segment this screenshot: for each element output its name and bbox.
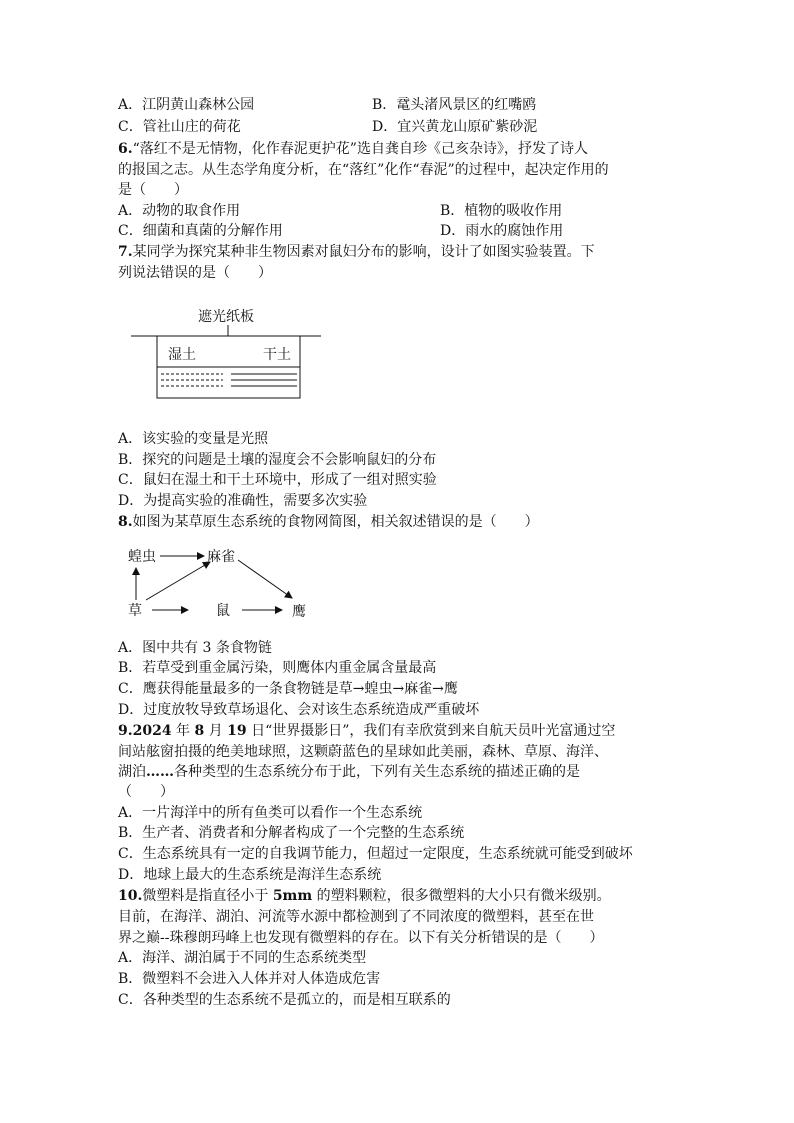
q8-option-a: A．图中共有 3 条食物链 bbox=[118, 640, 272, 656]
q7-option-c: C．鼠妇在湿土和干土环境中，形成了一组对照实验 bbox=[118, 472, 437, 488]
q5-option-a: A．江阴黄山森林公园 bbox=[118, 97, 255, 113]
q5-option-b: B．鼋头渚风景区的红嘴鸥 bbox=[372, 97, 537, 113]
q6-option-c: C．细菌和真菌的分解作用 bbox=[118, 223, 283, 239]
q9-stem-line-1: 9.2024 年 8 月 19 日“世界摄影日”，我们有幸欣赏到来自航天员叶光富通过空 bbox=[118, 723, 616, 739]
q7-number: 7. bbox=[118, 244, 133, 260]
q9-option-d: D．地球上最大的生态系统是海洋生态系统 bbox=[118, 867, 382, 883]
q8-option-b: B．若草受到重金属污染，则鹰体内重金属含量最高 bbox=[118, 660, 437, 676]
q7-option-d: D．为提高实验的准确性，需要多次实验 bbox=[118, 493, 368, 509]
q9-option-b: B．生产者、消费者和分解者构成了一个完整的生态系统 bbox=[118, 825, 465, 841]
q6-option-d: D．雨水的腐蚀作用 bbox=[440, 223, 564, 239]
q9-option-a: A．一片海洋中的所有鱼类可以看作一个生态系统 bbox=[118, 805, 423, 821]
q8-node-sparrow: 麻雀 bbox=[207, 549, 235, 565]
q6-option-b: B．植物的吸收作用 bbox=[440, 203, 563, 219]
q10-option-c: C．各种类型的生态系统不是孤立的，而是相互联系的 bbox=[118, 992, 451, 1008]
q10-option-b: B．微塑料不会进入人体并对人体造成危害 bbox=[118, 971, 381, 987]
q8-node-grasshopper: 蝗虫 bbox=[128, 549, 156, 565]
q7-wet-soil-dashes bbox=[161, 374, 223, 386]
q6-stem-line-3: 是（ ） bbox=[118, 182, 188, 198]
q7-stem-line-2: 列说法错误的是（ ） bbox=[118, 265, 272, 281]
q6-stem-line-2: 的报国之志。从生态学角度分析，在“落红”化作“春泥”的过程中，起决定作用的 bbox=[118, 162, 609, 178]
q7-experiment-figure bbox=[125, 300, 335, 405]
q8-option-c: C．鹰获得能量最多的一条食物链是草→蝗虫→麻雀→鹰 bbox=[118, 681, 458, 697]
q9-option-c: C．生态系统具有一定的自我调节能力，但超过一定限度，生态系统就可能受到破坏 bbox=[118, 846, 633, 862]
q7-option-b: B．探究的问题是土壤的湿度会不会影响鼠妇的分布 bbox=[118, 452, 437, 468]
q7-board-label: 遮光纸板 bbox=[198, 309, 254, 325]
q9-stem-line-4: （ ） bbox=[118, 784, 174, 800]
q9-number: 9. bbox=[118, 723, 133, 739]
q9-stem-line-3: 湖泊……各种类型的生态系统分布于此，下列有关生态系统的描述正确的是 bbox=[118, 764, 580, 780]
q10-number: 10. bbox=[118, 888, 143, 904]
q8-number: 8. bbox=[118, 514, 133, 530]
q8-arrow-grass-to-sparrow bbox=[146, 562, 210, 600]
q7-wet-soil-label: 湿土 bbox=[168, 347, 196, 363]
q8-node-grass: 草 bbox=[128, 603, 142, 619]
q10-option-a: A．海洋、湖泊属于不同的生态系统类型 bbox=[118, 950, 367, 966]
q6-number: 6. bbox=[118, 141, 133, 157]
q6-stem-line-1: 6.“落红不是无情物，化作春泥更护花”选自龚自珍《己亥杂诗》，抒发了诗人 bbox=[118, 141, 588, 157]
q8-stem-line-1: 8.如图为某草原生态系统的食物网简图，相关叙述错误的是（ ） bbox=[118, 514, 539, 530]
q8-node-eagle: 鹰 bbox=[292, 604, 306, 620]
q5-option-c: C．管社山庄的荷花 bbox=[118, 119, 241, 135]
q10-stem-line-1: 10.微塑料是指直径小于 5mm 的塑料颗粒，很多微塑料的大小只有微米级别。 bbox=[118, 888, 611, 904]
q10-stem-line-2: 目前，在海洋、湖泊、河流等水源中都检测到了不同浓度的微塑料，甚至在世 bbox=[118, 909, 594, 925]
q7-option-a: A．该实验的变量是光照 bbox=[118, 431, 269, 447]
q5-option-d: D．宜兴黄龙山原矿紫砂泥 bbox=[372, 119, 538, 135]
q9-stem-line-2: 间站舷窗拍摄的绝美地球照，这颗蔚蓝色的星球如此美丽，森林、草原、海洋、 bbox=[118, 744, 608, 760]
q8-arrow-sparrow-to-eagle bbox=[238, 560, 292, 598]
q8-option-d: D．过度放牧导致草场退化、会对该生态系统造成严重破坏 bbox=[118, 702, 480, 718]
q6-option-a: A．动物的取食作用 bbox=[118, 203, 241, 219]
q10-stem-line-3: 界之巅--珠穆朗玛峰上也发现有微塑料的存在。以下有关分析错误的是（ ） bbox=[118, 930, 604, 946]
q7-dry-soil-label: 干土 bbox=[263, 347, 291, 363]
q7-stem-line-1: 7.某同学为探究某种非生物因素对鼠妇分布的影响，设计了如图实验装置。下 bbox=[118, 244, 595, 260]
q8-food-web-figure bbox=[118, 540, 318, 625]
q7-dry-soil-lines bbox=[231, 374, 297, 386]
q8-node-mouse: 鼠 bbox=[216, 603, 230, 619]
